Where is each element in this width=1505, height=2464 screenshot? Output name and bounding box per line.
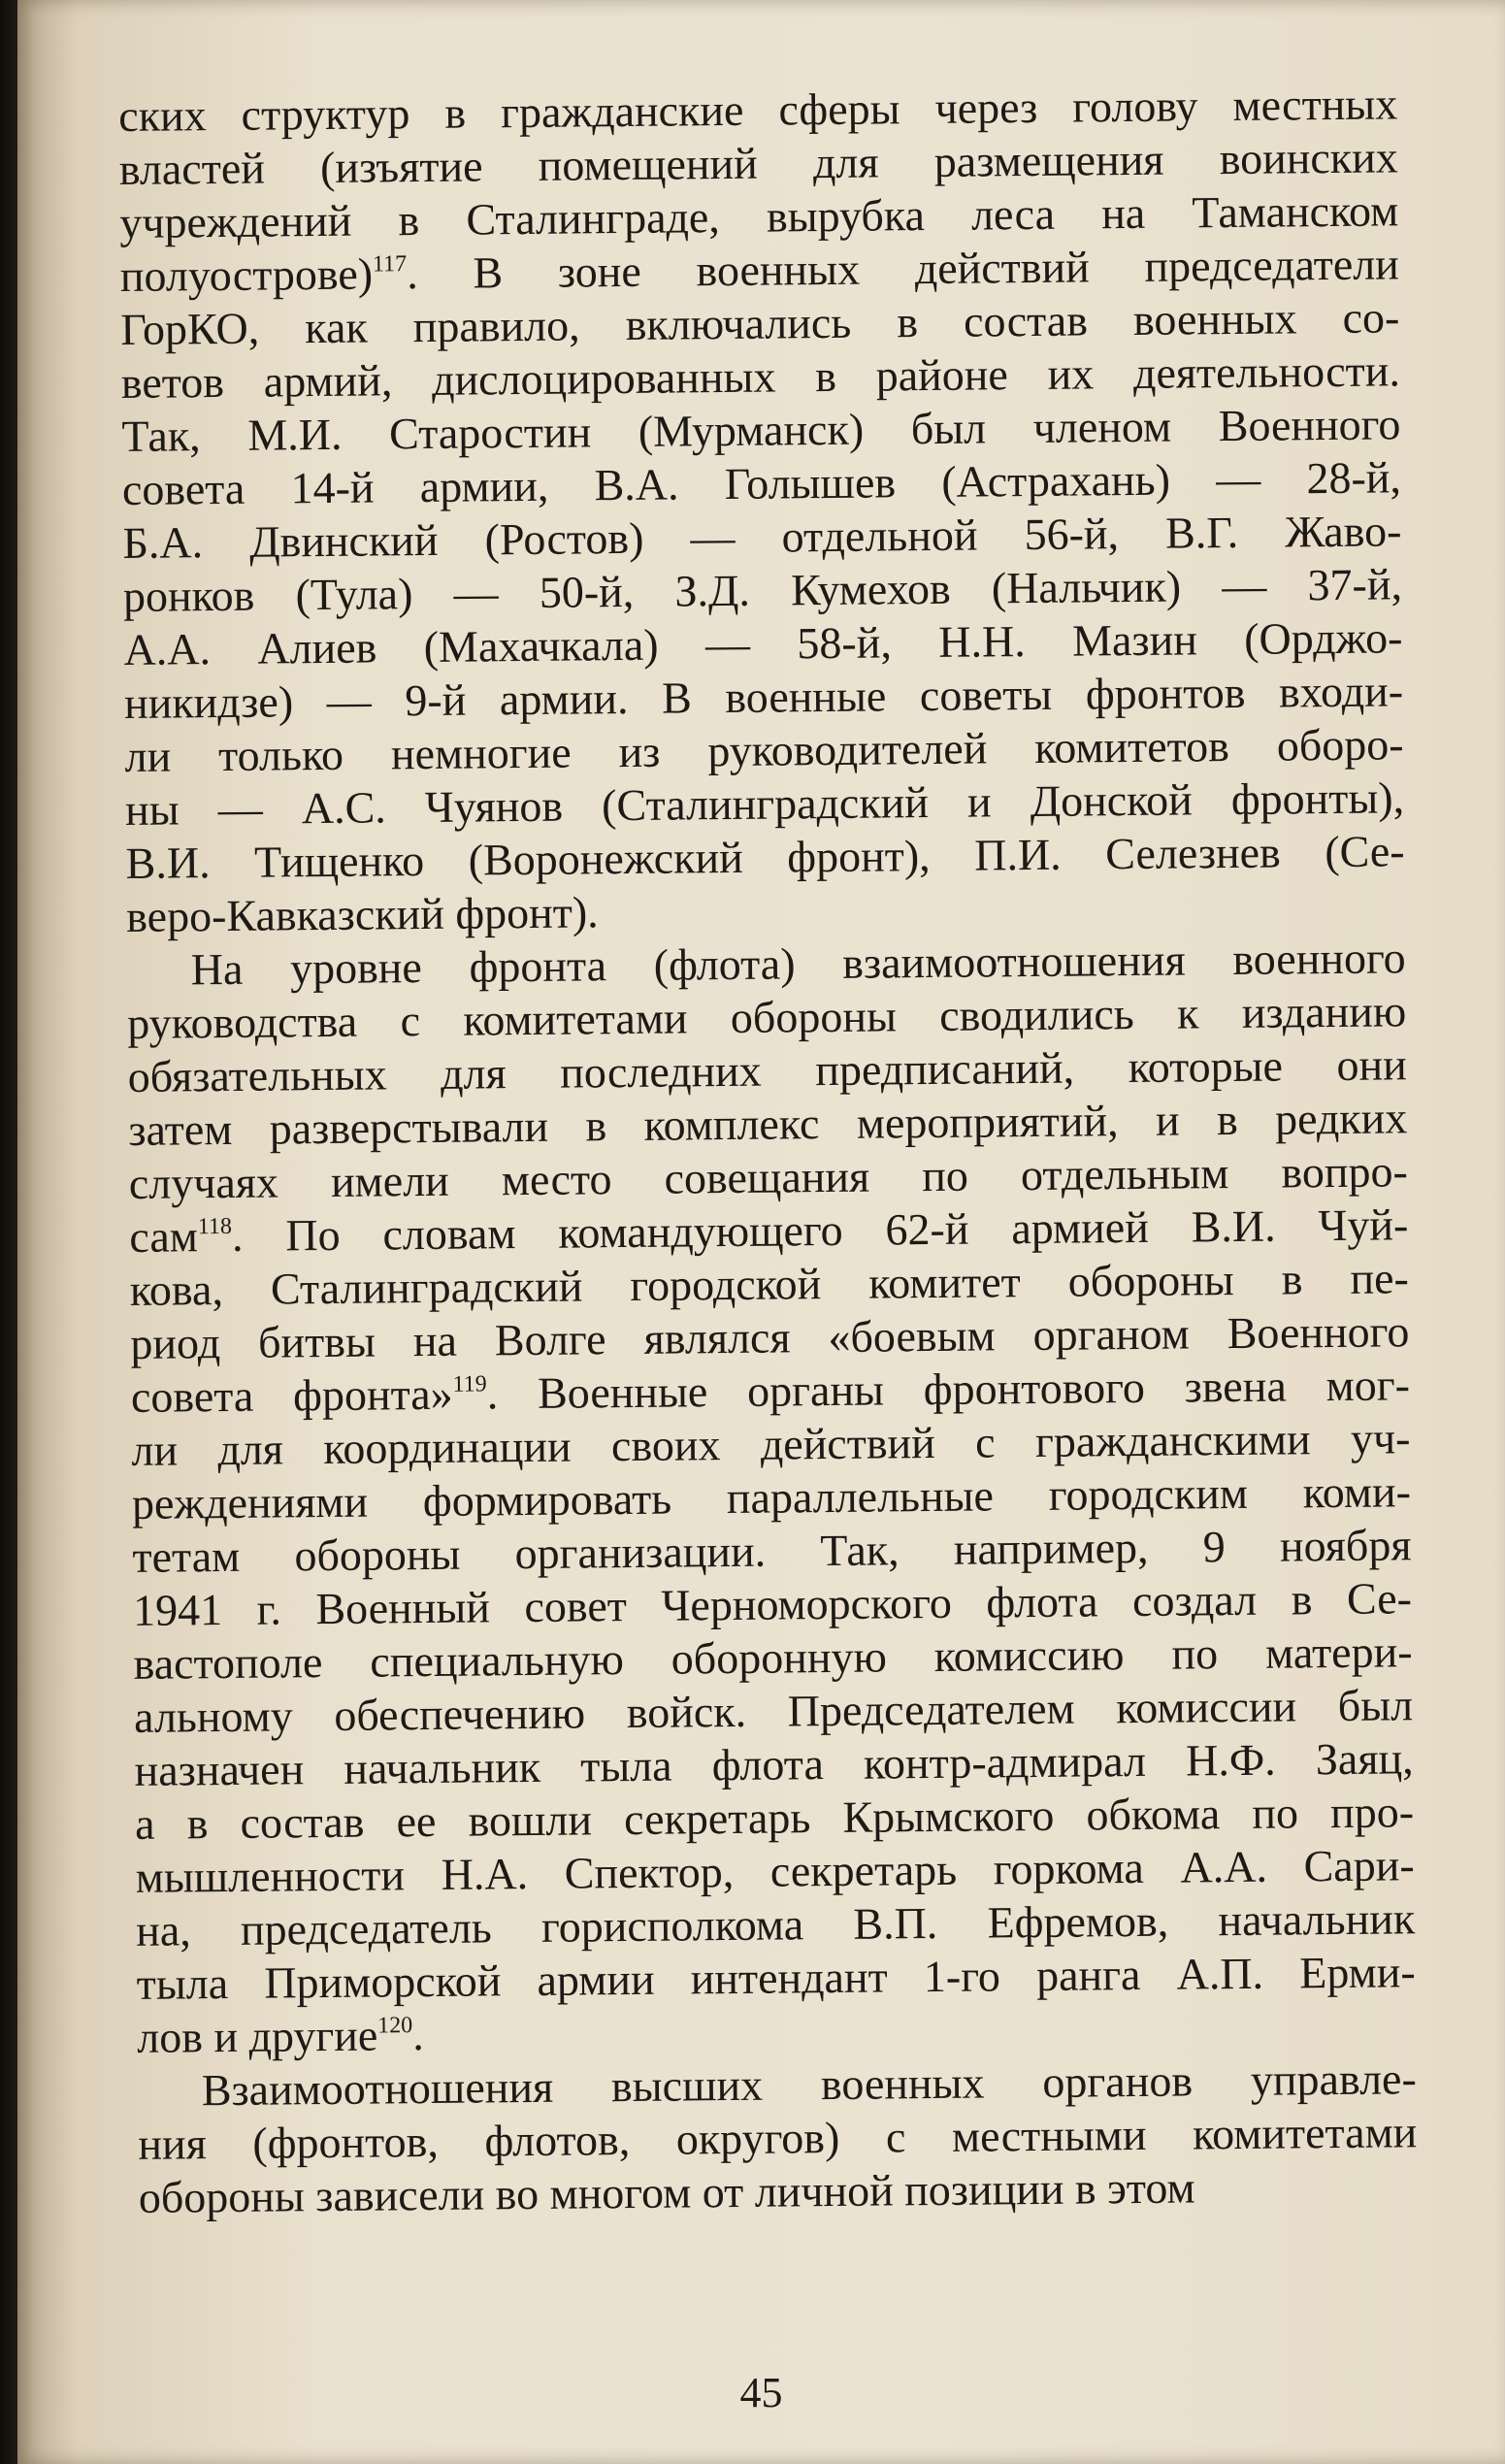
line-text: Взаимоотношения высших военных органов управле- [201,2053,1417,2116]
line-text-after-footnote: . Военные органы фронтового звена мог- [486,1360,1411,1419]
line-text: затем разверстывали в комплекс мероприятий, и в редких [128,1093,1408,1155]
line-text: мышленности Н.А. Спектор, секретарь горкома А.А. Сари- [135,1840,1415,1902]
line-text: случаях имели место совещания по отдельным вопро- [128,1146,1409,1208]
line-text-after-footnote: . По словам командующего 62-й армией В.И. Чуй- [231,1199,1409,1261]
line-text: В.И. Тищенко (Воронежский фронт), П.И. Селезнев (Се- [125,826,1405,888]
line-text: кова, Сталинградский городской комитет обороны в пе- [129,1253,1410,1315]
line-text: ветов армий, дислоцированных в районе их деятельности. [120,345,1401,408]
line-text: властей (изъятие помещений для размещения воинских [118,132,1398,194]
line-text: риод битвы на Волге являлся «боевым органом Военного [130,1306,1410,1368]
line-text: реждениями формировать параллельные городским коми- [131,1466,1412,1528]
line-text: а в состав ее вошли секретарь Крымского обкома по про- [134,1787,1415,1849]
line-text: полуострове) [119,248,374,301]
line-text: Так, М.И. Старостин (Мурманск) был членом Военного [121,399,1401,461]
line-text: совета 14-й армии, В.А. Голышев (Астрахань) — 28-й, [121,452,1402,514]
line-text: На уровне фронта (флота) взаимоотношения военного [190,933,1406,995]
line-text: сам [129,1211,199,1262]
body-text [118,77,1418,2224]
line-text: ли только немногие из руководителей комитетов оборо- [124,719,1404,781]
paragraph [126,931,1416,2064]
footnote-reference: 120 [377,2013,413,2039]
line-text: ли для координации своих действий с гражданскими уч- [131,1413,1411,1475]
line-text-after-footnote: . [412,2010,425,2060]
line-text: 1941 г. Военный совет Черноморского флота создал в Се- [132,1573,1413,1635]
line-text: тыла Приморской армии интендант 1-го ранга А.П. Ерми- [136,1947,1416,2009]
line-text: А.А. Алиев (Махачкала) — 58-й, Н.Н. Мазин (Орджо- [123,612,1403,674]
line-text: лов и другие [137,2010,378,2062]
line-text: ских структур в гражданские сферы через голову местных [118,79,1398,141]
line-text: совета фронта» [130,1368,453,1422]
line-text: обороны зависели во многом от личной позиции в этом [138,2162,1195,2222]
text-line [139,2158,1418,2224]
line-text: обязательных для последних предписаний, которые они [127,1039,1407,1101]
line-text: Б.А. Двинский (Ростов) — отдельной 56-й, В.Г. Жаво- [122,506,1402,568]
line-text: веро-Кавказский фронт). [125,887,599,941]
line-text: ны — А.С. Чуянов (Сталинградский и Донской фронты), [124,772,1405,835]
line-text: руководства с комитетами обороны сводились к изданию [126,986,1407,1048]
footnote-reference: 118 [197,1213,233,1240]
line-text: никидзе) — 9-й армии. В военные советы фронтов входи- [123,666,1404,728]
line-text: ронков (Тула) — 50-й, З.Д. Кумехов (Нальчик) — 37-й, [122,559,1403,621]
line-text: учреждений в Сталинграде, вырубка леса на Таманском [119,185,1399,247]
line-text: ния (фронтов, флотов, округов) с местными комитетами [138,2107,1418,2169]
line-text: назначен начальник тыла флота контр-адмирал Н.Ф. Заяц, [134,1733,1414,1795]
line-text: на, председатель горисполкома В.П. Ефремов, начальник [135,1893,1416,1955]
line-text: тетам обороны организации. Так, например, 9 ноября [132,1520,1412,1582]
book-page [17,0,1505,2464]
line-text-after-footnote: . В зоне военных действий председатели [406,239,1400,299]
page-number: 45 [739,2369,783,2416]
paragraph [138,2052,1419,2224]
line-text: ГорКО, как правило, включались в состав военных со- [120,292,1400,354]
paragraph [118,77,1405,943]
footnote-reference: 119 [452,1371,487,1397]
line-text: вастополе специальную оборонную комиссию по матери- [133,1626,1413,1689]
line-text: альному обеспечению войск. Председателем комиссии был [133,1680,1414,1742]
footnote-reference: 117 [372,251,408,278]
